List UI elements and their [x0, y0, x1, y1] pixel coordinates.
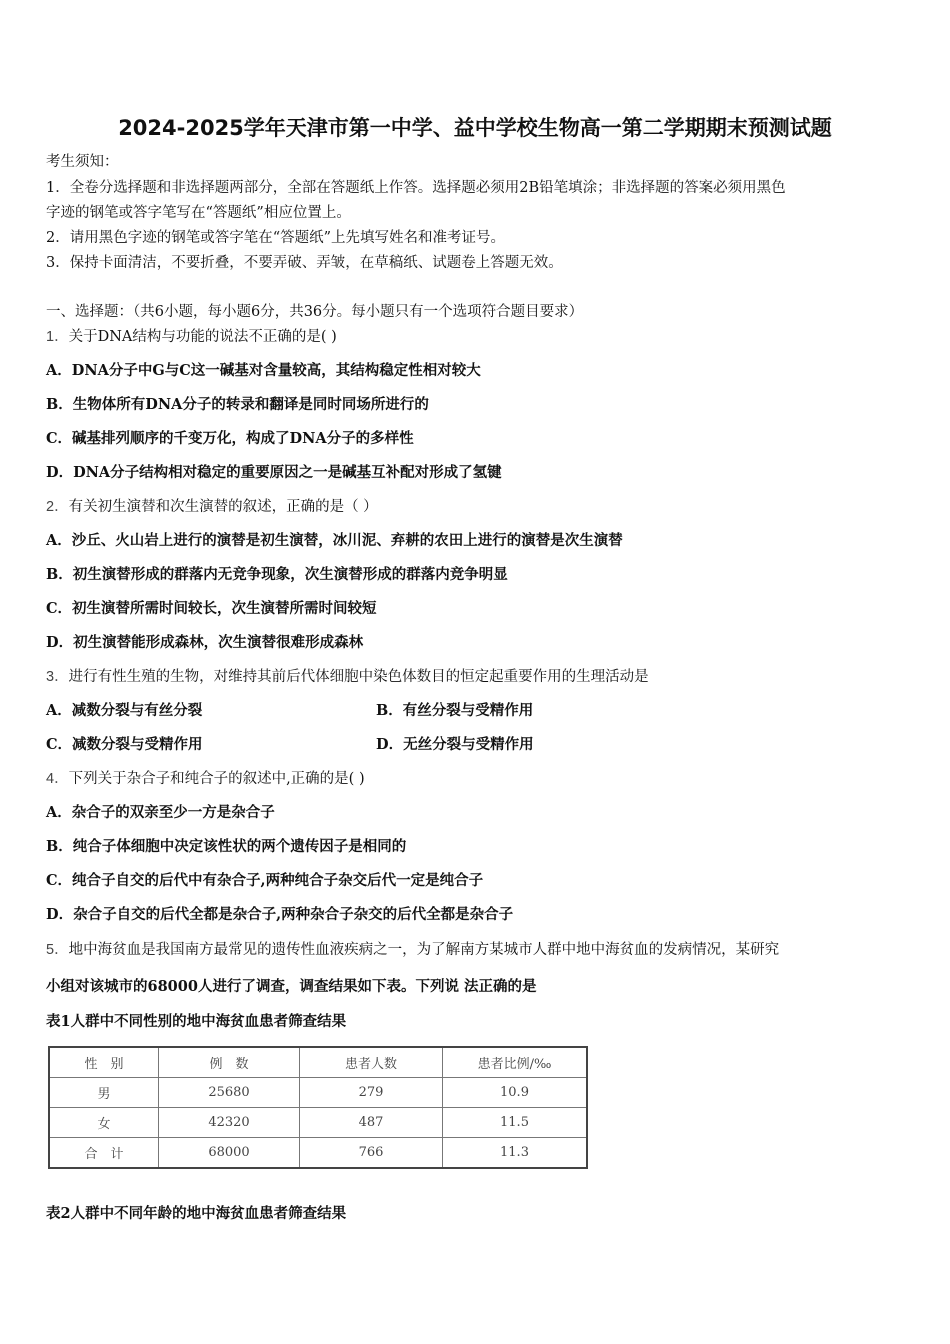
table-header-cell: 患者比例/‰ — [443, 1047, 588, 1078]
question-5-stem-cont: 小组对该城市的68000人进行了调查，调查结果如下表。下列说 法正确的是 — [46, 978, 537, 995]
question-stem: 进行有性生殖的生物，对维持其前后代体细胞中染色体数目的恒定起重要作用的生理活动是 — [68, 669, 649, 685]
table-cell: 25680 — [159, 1078, 300, 1108]
table-cell: 487 — [300, 1108, 443, 1138]
table-cell: 10.9 — [443, 1078, 588, 1108]
question-number: 1． — [46, 329, 69, 345]
notice-item: 字迹的钢笔或答字笔写在“答题纸”相应位置上。 — [46, 205, 351, 221]
screening-table-gender — [48, 1046, 588, 1169]
table-header-row — [49, 1047, 587, 1078]
notice-item: 3．保持卡面清洁，不要折叠，不要弄破、弄皱，在草稿纸、试题卷上答题无效。 — [46, 255, 563, 271]
option-b: B．纯合子体细胞中决定该性状的两个遗传因子是相同的 — [46, 838, 407, 855]
section-heading: 一、选择题：（共6小题，每小题6分，共36分。每小题只有一个选项符合题目要求） — [46, 304, 584, 320]
question-2 — [46, 497, 378, 517]
option-d: D．杂合子自交的后代全都是杂合子,两种杂合子杂交的后代全都是杂合子 — [46, 906, 514, 923]
question-number: 2． — [46, 499, 69, 515]
option-b: B．生物体所有DNA分子的转录和翻译是同时同场所进行的 — [46, 396, 429, 413]
table-cell: 男 — [49, 1078, 159, 1108]
table-cell: 766 — [300, 1138, 443, 1169]
option-d: D．初生演替能形成森林，次生演替很难形成森林 — [46, 634, 364, 651]
question-3 — [46, 667, 649, 687]
option-c: C．纯合子自交的后代中有杂合子,两种纯合子杂交后代一定是纯合子 — [46, 872, 484, 889]
option-b: B．初生演替形成的群落内无竞争现象，次生演替形成的群落内竞争明显 — [46, 566, 508, 583]
table-row — [49, 1108, 587, 1138]
table-cell: 11.5 — [443, 1108, 588, 1138]
table-cell: 合 计 — [49, 1138, 159, 1169]
notice-item: 1．全卷分选择题和非选择题两部分，全部在答题纸上作答。选择题必须用2B铅笔填涂；非选择题的答案必须用黑色 — [46, 180, 786, 196]
table-header-cell: 例 数 — [159, 1047, 300, 1078]
option-a: A．杂合子的双亲至少一方是杂合子 — [46, 804, 275, 821]
table-cell: 68000 — [159, 1138, 300, 1169]
page-title: 2024-2025学年天津市第一中学、益中学校生物高一第二学期期末预测试题 — [118, 116, 832, 140]
notice-heading: 考生须知： — [46, 154, 119, 170]
option-b: B．有丝分裂与受精作用 — [376, 702, 534, 719]
question-number: 5． — [46, 942, 69, 958]
question-1 — [46, 327, 337, 347]
option-c: C．初生演替所需时间较长，次生演替所需时间较短 — [46, 600, 377, 617]
question-5 — [46, 940, 779, 960]
table-cell: 11.3 — [443, 1138, 588, 1169]
option-a: A．减数分裂与有丝分裂 — [46, 702, 203, 719]
option-a: A．沙丘、火山岩上进行的演替是初生演替，冰川泥、弃耕的农田上进行的演替是次生演替 — [46, 532, 623, 549]
question-number: 4． — [46, 771, 69, 787]
option-a: A．DNA分子中G与C这一碱基对含量较高，其结构稳定性相对较大 — [46, 362, 481, 379]
question-stem: 有关初生演替和次生演替的叙述，正确的是（ ） — [68, 499, 378, 515]
table-row — [49, 1078, 587, 1108]
table1-caption: 表1人群中不同性别的地中海贫血患者筛查结果 — [46, 1013, 347, 1030]
question-stem: 下列关于杂合子和纯合子的叙述中,正确的是( ) — [68, 771, 365, 787]
table-cell: 女 — [49, 1108, 159, 1138]
table-header-cell: 性 别 — [49, 1047, 159, 1078]
option-c: C．减数分裂与受精作用 — [46, 736, 203, 753]
table-header-cell: 患者人数 — [300, 1047, 443, 1078]
table2-caption: 表2人群中不同年龄的地中海贫血患者筛查结果 — [46, 1205, 347, 1222]
table-cell: 279 — [300, 1078, 443, 1108]
question-4 — [46, 769, 365, 789]
option-d: D．无丝分裂与受精作用 — [376, 736, 534, 753]
question-stem: 地中海贫血是我国南方最常见的遗传性血液疾病之一，为了解南方某城市人群中地中海贫血的发病情况，某研究 — [68, 942, 780, 958]
table-row — [49, 1138, 587, 1169]
question-number: 3． — [46, 669, 69, 685]
question-stem: 关于DNA结构与功能的说法不正确的是( ) — [68, 329, 337, 345]
notice-item: 2．请用黑色字迹的钢笔或答字笔在“答题纸”上先填写姓名和准考证号。 — [46, 230, 506, 246]
option-c: C．碱基排列顺序的千变万化，构成了DNA分子的多样性 — [46, 430, 414, 447]
option-d: D．DNA分子结构相对稳定的重要原因之一是碱基互补配对形成了氢键 — [46, 464, 502, 481]
table-cell: 42320 — [159, 1108, 300, 1138]
